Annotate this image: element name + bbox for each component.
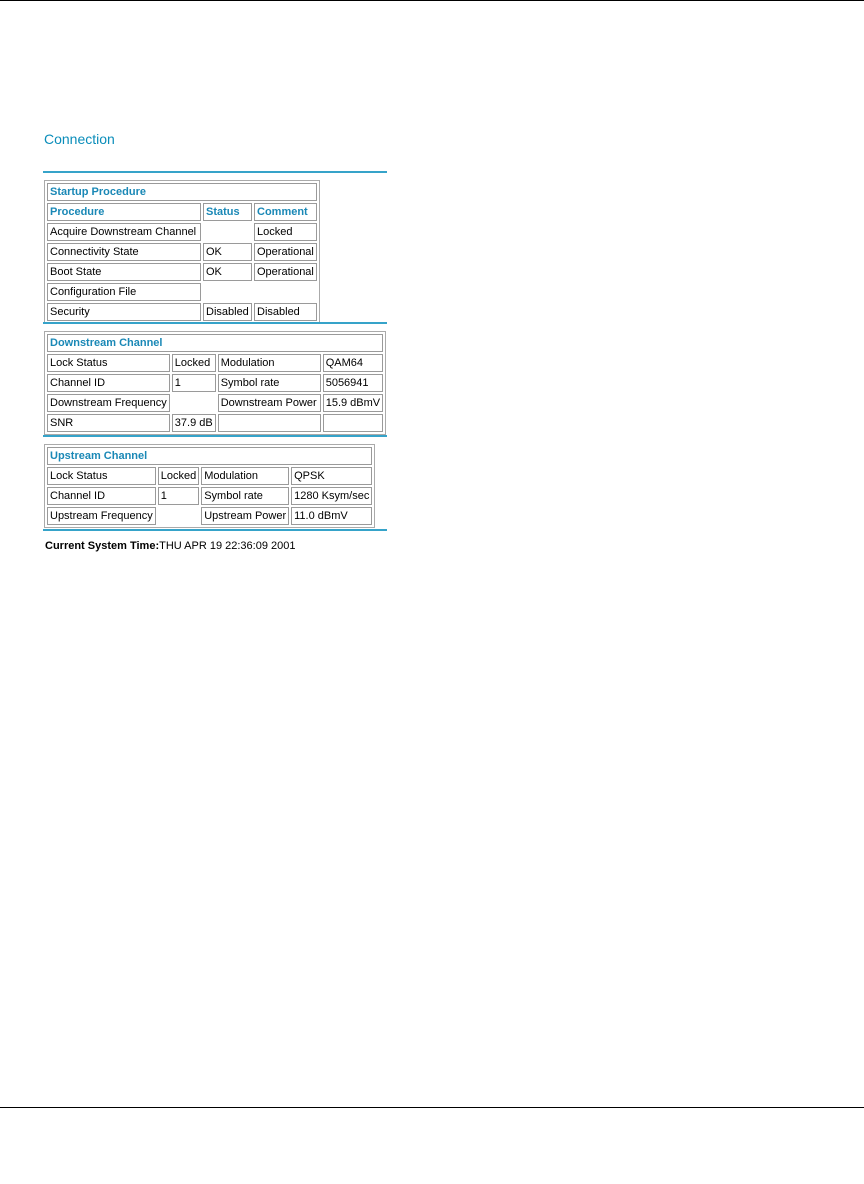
table-cell: Symbol rate — [218, 374, 321, 392]
table-cell: Boot State — [47, 263, 201, 281]
section-divider — [43, 322, 387, 324]
table-row — [47, 354, 383, 372]
column-header: Procedure — [47, 203, 201, 221]
table-cell: Upstream Frequency — [47, 507, 156, 525]
table-cell — [172, 394, 216, 412]
table-cell: OK — [203, 263, 252, 281]
section-divider — [43, 435, 387, 437]
table-cell: Security — [47, 303, 201, 321]
table-row — [47, 243, 317, 261]
startup-caption: Startup Procedure — [47, 183, 317, 201]
table-cell — [203, 223, 252, 241]
table-cell: Connectivity State — [47, 243, 201, 261]
table-cell: OK — [203, 243, 252, 261]
column-header: Status — [203, 203, 252, 221]
table-cell: Downstream Frequency — [47, 394, 170, 412]
table-cell: 37.9 dB — [172, 414, 216, 432]
table-cell: Locked — [172, 354, 216, 372]
table-cell — [323, 414, 383, 432]
table-cell: Acquire Downstream Channel — [47, 223, 201, 241]
table-cell: Downstream Power — [218, 394, 321, 412]
table-row — [47, 263, 317, 281]
table-cell: Disabled — [203, 303, 252, 321]
table-cell — [203, 283, 252, 301]
table-row — [47, 223, 317, 241]
table-cell: Symbol rate — [201, 487, 289, 505]
table-cell: QAM64 — [323, 354, 383, 372]
upstream-channel-table — [44, 444, 375, 528]
table-row — [47, 487, 372, 505]
table-header-row — [47, 203, 317, 221]
section-divider — [43, 171, 387, 173]
table-row — [47, 394, 383, 412]
table-cell — [254, 283, 317, 301]
table-cell: Lock Status — [47, 467, 156, 485]
page-title: Connection — [44, 131, 115, 147]
table-row — [47, 414, 383, 432]
table-cell: Upstream Power — [201, 507, 289, 525]
table-cell: 1 — [158, 487, 199, 505]
table-cell: Locked — [254, 223, 317, 241]
table-row — [47, 507, 372, 525]
table-row — [47, 374, 383, 392]
table-cell: SNR — [47, 414, 170, 432]
startup-procedure-table — [44, 180, 320, 324]
table-cell: Locked — [158, 467, 199, 485]
table-cell: Lock Status — [47, 354, 170, 372]
current-system-time — [45, 540, 295, 552]
column-header: Comment — [254, 203, 317, 221]
table-cell: Modulation — [201, 467, 289, 485]
table-row — [47, 467, 372, 485]
table-row — [47, 303, 317, 321]
upstream-caption: Upstream Channel — [47, 447, 372, 465]
table-cell: 11.0 dBmV — [291, 507, 372, 525]
table-cell: 1 — [172, 374, 216, 392]
system-time-value: THU APR 19 22:36:09 2001 — [159, 540, 296, 552]
table-cell: QPSK — [291, 467, 372, 485]
table-cell: Operational — [254, 263, 317, 281]
bottom-rule — [0, 1107, 864, 1108]
table-cell — [218, 414, 321, 432]
table-cell: 1280 Ksym/sec — [291, 487, 372, 505]
table-cell: 5056941 — [323, 374, 383, 392]
system-time-label: Current System Time: — [45, 540, 160, 552]
top-rule — [0, 0, 864, 1]
table-cell: Channel ID — [47, 487, 156, 505]
downstream-caption: Downstream Channel — [47, 334, 383, 352]
table-row — [47, 283, 317, 301]
table-cell: Operational — [254, 243, 317, 261]
table-cell: Channel ID — [47, 374, 170, 392]
table-cell: Configuration File — [47, 283, 201, 301]
section-divider — [43, 529, 387, 531]
table-cell: 15.9 dBmV — [323, 394, 383, 412]
table-cell: Disabled — [254, 303, 317, 321]
downstream-channel-table — [44, 331, 386, 435]
table-cell — [158, 507, 199, 525]
table-cell: Modulation — [218, 354, 321, 372]
